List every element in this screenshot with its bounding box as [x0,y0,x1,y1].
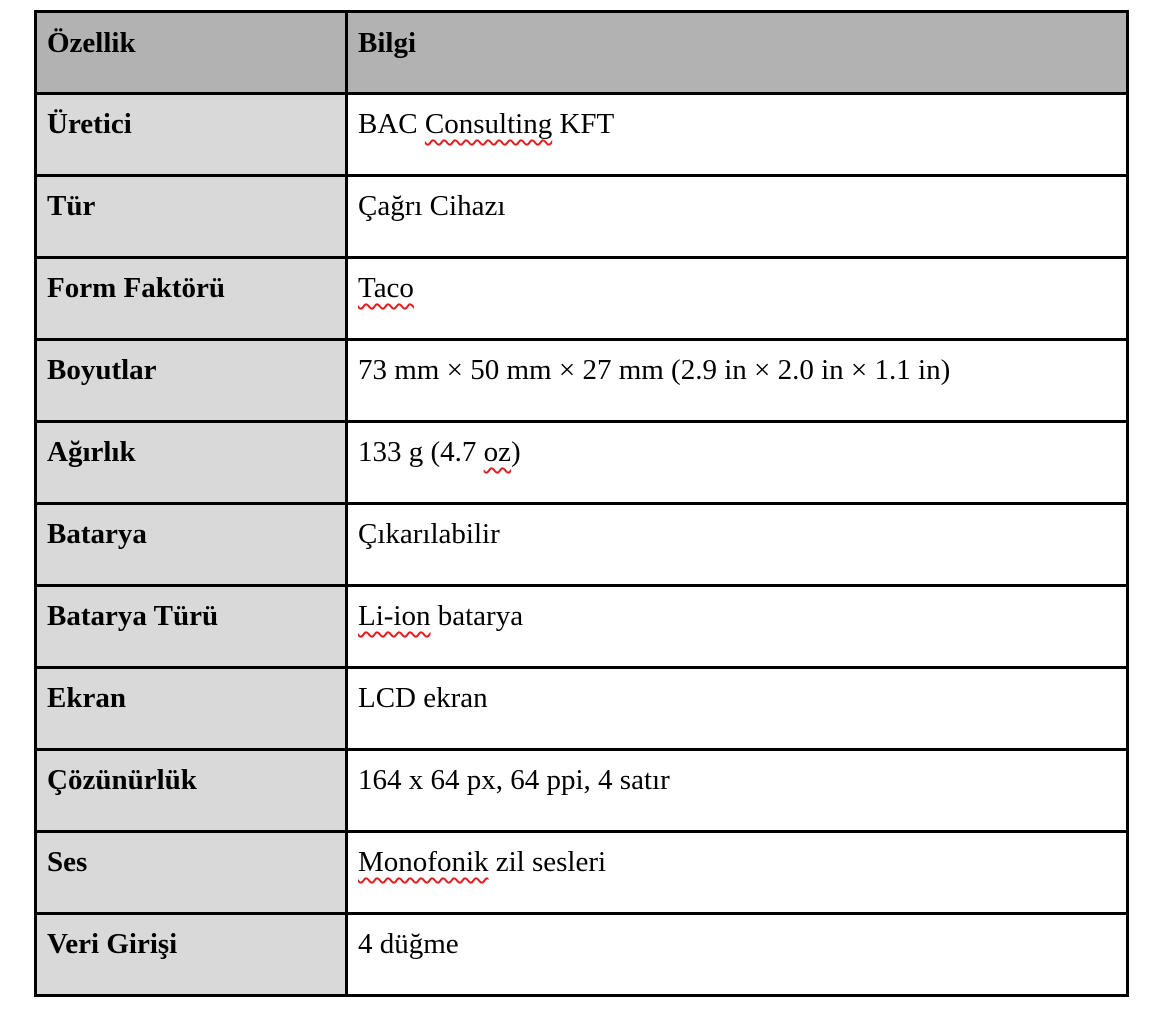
table-row [36,586,1128,668]
key-cell: Batarya [36,504,347,586]
spec-table [34,10,1129,997]
value-cell [347,914,1128,996]
misspelled-word: Li-ion [358,600,431,632]
value-text: BAC [358,108,425,140]
value-text: zil sesleri [488,846,607,878]
table-row [36,422,1128,504]
misspelled-word: Taco [358,272,414,304]
table-row [36,504,1128,586]
header-value-cell: Bilgi [347,12,1128,94]
key-cell: Form Faktörü [36,258,347,340]
key-cell: Boyutlar [36,340,347,422]
table-row [36,914,1128,996]
table-row [36,258,1128,340]
value-text: Çıkarılabilir [358,518,500,550]
table-header-row [36,12,1128,94]
value-cell [347,94,1128,176]
key-cell: Üretici [36,94,347,176]
value-text: LCD ekran [358,682,488,714]
value-cell [347,504,1128,586]
value-text: batarya [430,600,524,632]
value-cell [347,832,1128,914]
value-cell [347,176,1128,258]
value-text: Çağrı Cihazı [358,190,506,222]
key-cell: Tür [36,176,347,258]
table-row [36,340,1128,422]
value-text: 133 g (4.7 [358,436,484,468]
key-cell: Çözünürlük [36,750,347,832]
misspelled-word: oz [483,436,512,468]
value-text: ) [511,436,521,468]
value-cell [347,340,1128,422]
misspelled-word: Consulting [424,108,553,140]
key-cell: Ağırlık [36,422,347,504]
table-row [36,832,1128,914]
table-row [36,176,1128,258]
table-row [36,668,1128,750]
value-text: 4 düğme [358,928,459,960]
key-cell: Veri Girişi [36,914,347,996]
value-cell [347,258,1128,340]
value-text: 164 x 64 px, 64 ppi, 4 satır [358,764,670,796]
value-text: 73 mm × 50 mm × 27 mm (2.9 in × 2.0 in × 1.1 in) [358,354,951,386]
misspelled-word: Monofonik [358,846,489,878]
table-row [36,750,1128,832]
value-cell [347,586,1128,668]
value-cell [347,422,1128,504]
table-row [36,94,1128,176]
value-text: KFT [552,108,615,140]
header-key-cell: Özellik [36,12,347,94]
value-cell [347,668,1128,750]
key-cell: Ekran [36,668,347,750]
key-cell: Ses [36,832,347,914]
value-cell [347,750,1128,832]
key-cell: Batarya Türü [36,586,347,668]
